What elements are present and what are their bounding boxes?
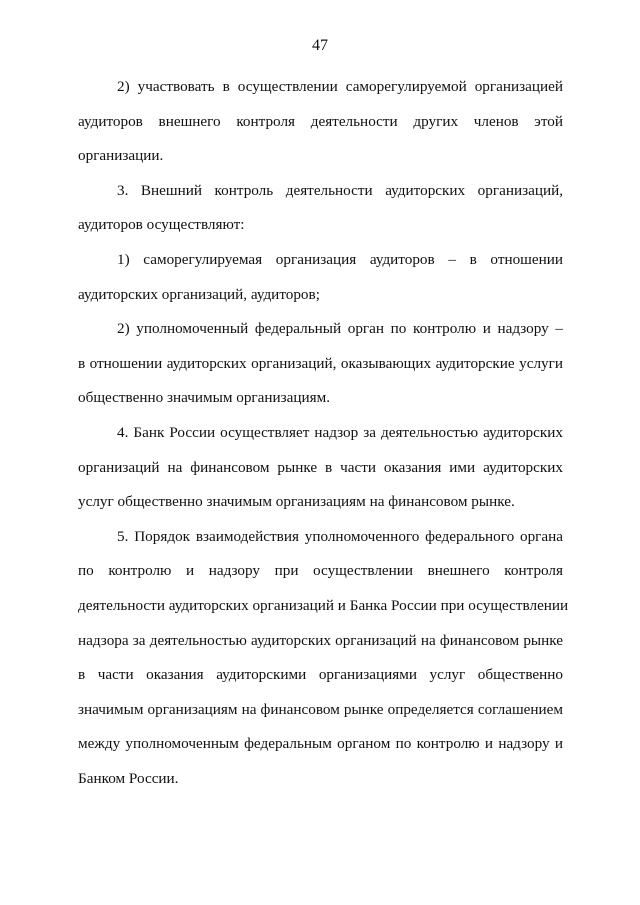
paragraph-4-bank-of-russia [78, 416, 563, 520]
paragraph-line: общественно значимым организациям. [78, 389, 331, 407]
paragraph-line: организации. [78, 147, 164, 165]
paragraph-line: аудиторов внешнего контроля деятельности других членов этой [78, 112, 563, 130]
paragraph-line: в части оказания аудиторскими организациями услуг общественно [78, 666, 563, 684]
paragraph-line: 2) участвовать в осуществлении саморегулируемой организацией [117, 78, 563, 95]
paragraph-line: значимым организациям на финансовом рынке определяется соглашением [78, 700, 563, 718]
paragraph-5-interaction-order [78, 520, 569, 797]
paragraph-line: аудиторских организаций, аудиторов; [78, 285, 320, 303]
paragraph-1-self-regulatory [78, 243, 563, 312]
paragraph-line: 1) саморегулируемая организация аудиторов – в отношении [117, 250, 563, 268]
paragraph-line: услуг общественно значимым организациям на финансовом рынке. [78, 493, 515, 511]
paragraph-3-external-control [78, 174, 563, 243]
paragraph-line: деятельности аудиторских организаций и Банка России при осуществлении [78, 596, 569, 614]
paragraph-line: Банком России. [78, 769, 179, 787]
paragraph-line: 2) уполномоченный федеральный орган по контролю и надзору – [117, 320, 563, 338]
paragraph-line: по контролю и надзору при осуществлении внешнего контроля [78, 562, 563, 580]
paragraph-line: в отношении аудиторских организаций, оказывающих аудиторские услуги [78, 354, 563, 372]
paragraph-line: 3. Внешний контроль деятельности аудиторских организаций, [117, 181, 563, 199]
paragraph-line: 5. Порядок взаимодействия уполномоченного федерального органа [117, 527, 563, 545]
paragraph-line: надзора за деятельностью аудиторских организаций на финансовом рынке [78, 631, 563, 649]
document-body [78, 70, 569, 796]
paragraph-2-participate [78, 70, 563, 174]
paragraph-line: аудиторов осуществляют: [78, 216, 245, 234]
paragraph-line: организаций на финансовом рынке в части оказания ими аудиторских [78, 458, 563, 476]
paragraph-2-federal-body [78, 312, 563, 416]
paragraph-line: 4. Банк России осуществляет надзор за деятельностью аудиторских [117, 423, 563, 441]
page-number: 47 [312, 37, 328, 54]
paragraph-line: между уполномоченным федеральным органом по контролю и надзору и [78, 735, 563, 753]
